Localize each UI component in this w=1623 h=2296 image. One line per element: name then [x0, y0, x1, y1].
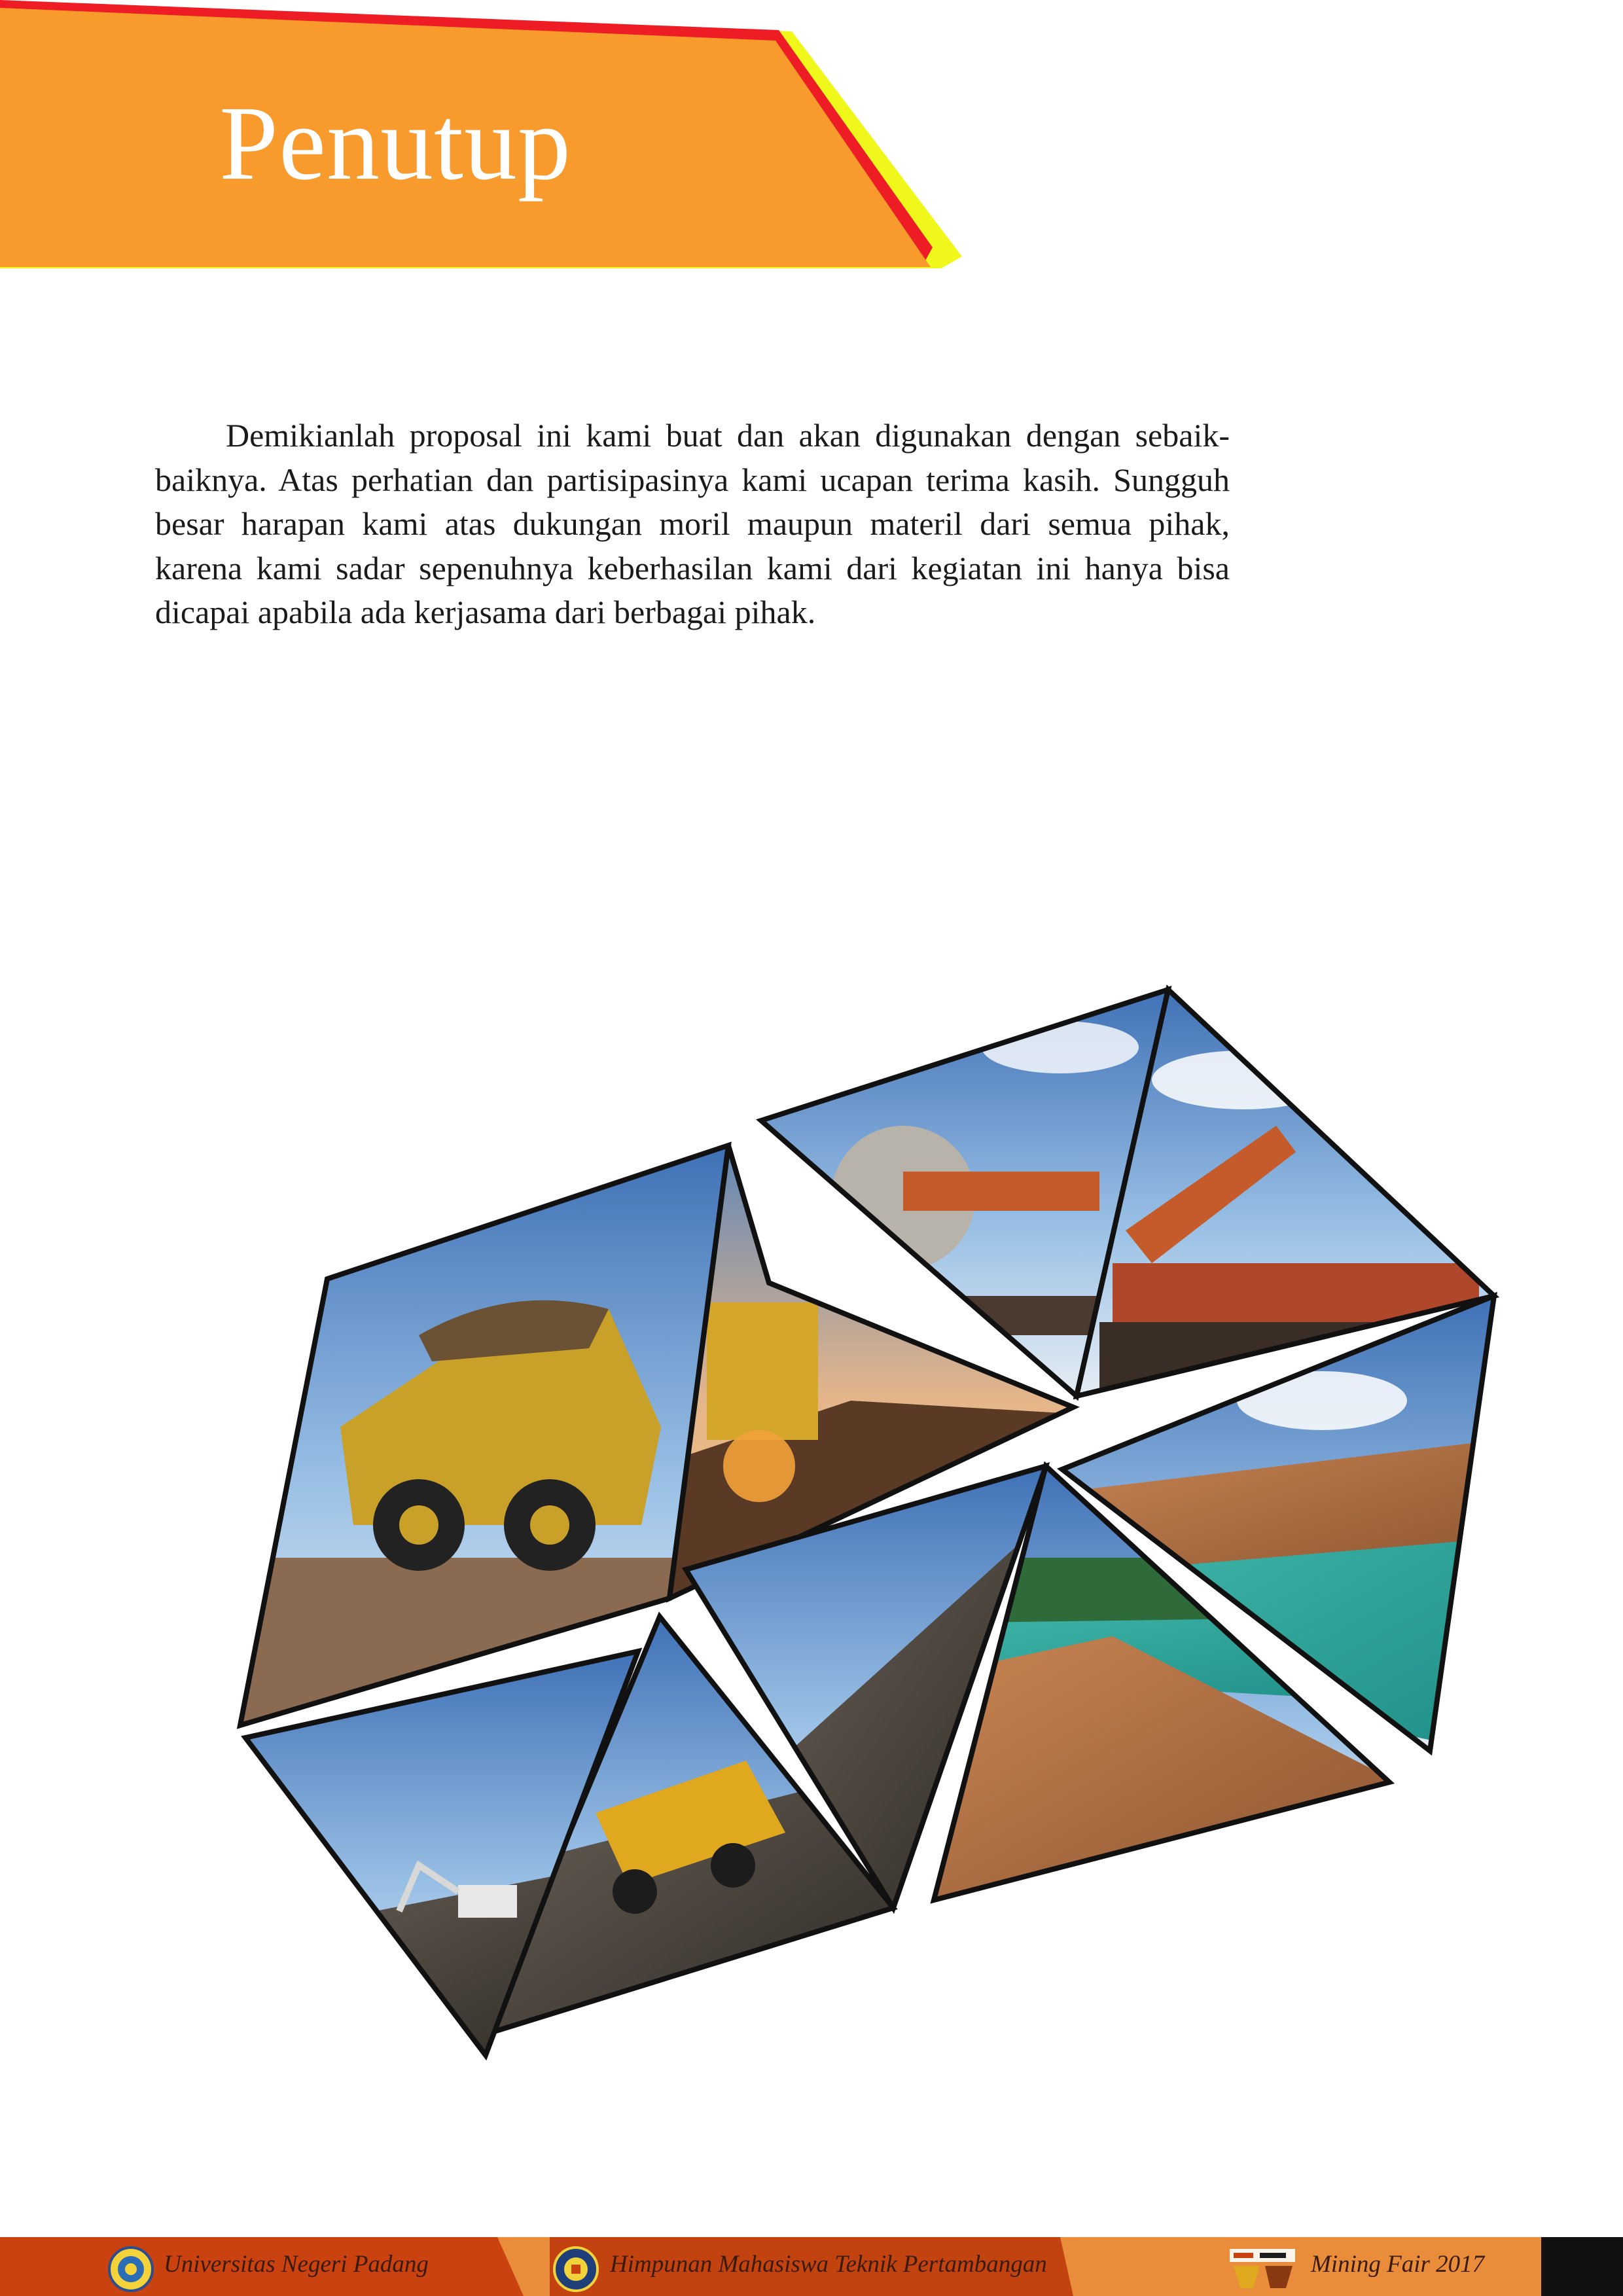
page-title: Penutup [219, 85, 572, 202]
university-logo [108, 2246, 154, 2292]
footer-black-block [1541, 2237, 1623, 2296]
footer-association: Himpunan Mahasiswa Teknik Pertambangan [610, 2251, 1047, 2278]
footer-university: Universitas Negeri Padang [164, 2251, 429, 2278]
mining-fair-logo [1227, 2244, 1299, 2291]
closing-paragraph: Demikianlah proposal ini kami buat dan akan digunakan dengan sebaik-baiknya. Atas perhatian dan partisipasinya kami ucapan terima kasih. Sungguh besar harapan kami atas dukungan moril maupun materil dari semua pihak, karena kami sadar sepenuhnya keberhasilan kami dari kegiatan ini hanya bisa dicapai apabila ada kerjasama dari berbagai pihak. [155, 417, 1230, 630]
association-logo [553, 2246, 599, 2292]
footer-event: Mining Fair 2017 [1311, 2251, 1485, 2278]
